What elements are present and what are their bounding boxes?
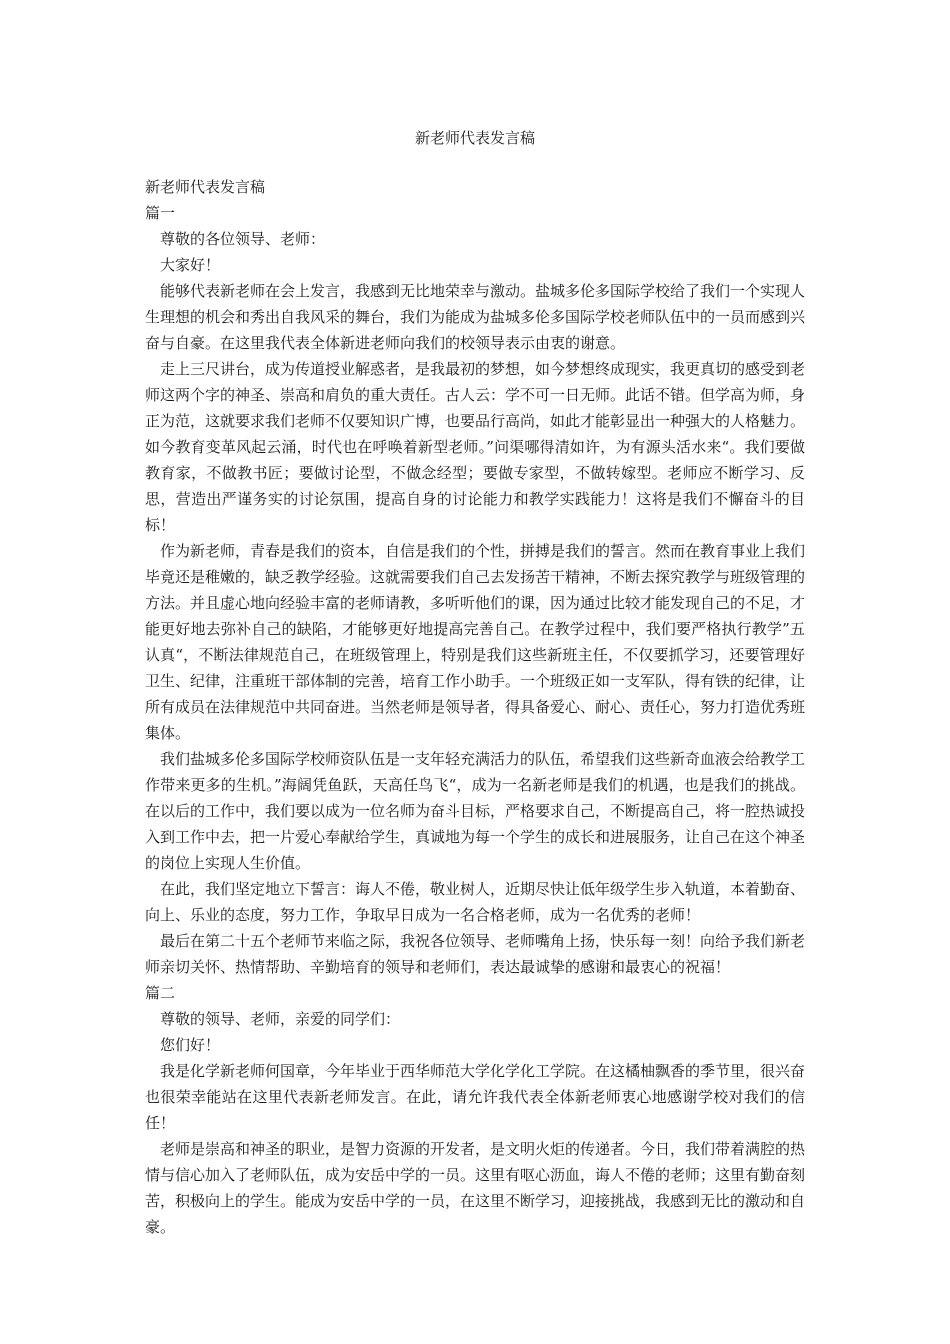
section-heading-2: 篇二 (145, 984, 176, 1002)
paragraph: 老师是崇高和神圣的职业，是智力资源的开发者，是文明火炬的传递者。今日，我们带着满腔的热情与信心加入了老师队伍，成为安岳中学的一员。这里有呕心沥血，诲人不倦的老师；这里有勤奋刻苦，积极向上的学生。能成为安岳中学的一员，在这里不断学习，迎接挑战，我感到无比的激动和自豪。 (145, 1140, 806, 1236)
greeting-1: 大家好！ (160, 256, 221, 274)
paragraph: 在此，我们坚定地立下誓言：诲人不倦，敬业树人，近期尽快让低年级学生步入轨道，本着勤奋、向上、乐业的态度，努力工作，争取早日成为一名合格老师，成为一名优秀的老师！ (145, 880, 806, 924)
paragraph: 走上三尺讲台，成为传道授业解惑者，是我最初的梦想，如今梦想终成现实，我更真切的感受到老师这两个字的神圣、崇高和肩负的重大责任。古人云：学不可一日无师。此话不错。但学高为师，身正为范，这就要求我们老师不仅要知识广博，也要品行高尚，如此才能彰显出一种强大的人格魅力。如今教育变革风起云涌，时代也在呼唤着新型老师。”问渠哪得清如许，为有源头活水来“。我们要做教育家，不做教书匠；要做讨论型，不做念经型；要做专家型，不做转嫁型。老师应不断学习、反思，营造出严谨务实的讨论氛围，提高自身的讨论能力和教学实践能力！这将是我们不懈奋斗的目标！ (145, 360, 806, 534)
document-title: 新老师代表发言稿 (414, 129, 535, 147)
section-heading-1: 篇一 (145, 204, 176, 222)
document-body (145, 174, 805, 1240)
paragraph: 作为新老师，青春是我们的资本，自信是我们的个性，拼搏是我们的誓言。然而在教育事业上我们毕竟还是稚嫩的，缺乏教学经验。这就需要我们自己去发扬苦干精神，不断去探究教学与班级管理的方法。并且虚心地向经验丰富的老师请教，多听听他们的课，因为通过比较才能发现自己的不足，才能更好地去弥补自己的缺陷，才能够更好地提高完善自己。在教学过程中，我们要严格执行教学”五认真“，不断法律规范自己，在班级管理上，特别是我们这些新班主任，不仅要抓学习，还要管理好卫生、纪律，注重班干部体制的完善，培育工作小助手。一个班级正如一支军队，得有铁的纪律，让所有成员在法律规范中共同奋进。当然老师是领导者，得具备爱心、耐心、责任心，努力打造优秀班集体。 (145, 542, 806, 742)
paragraph: 我们盐城多伦多国际学校师资队伍是一支年轻充满活力的队伍，希望我们这些新奇血液会给教学工作带来更多的生机。”海阔凭鱼跃，天高任鸟飞“，成为一名新老师是我们的机遇，也是我们的挑战。在以后的工作中，我们要以成为一位名师为奋斗目标，严格要求自己，不断提高自己，将一腔热诚投入到工作中去，把一片爱心奉献给学生，真诚地为每一个学生的成长和进展服务，让自己在这个神圣的岗位上实现人生价值。 (145, 750, 806, 872)
paragraph: 能够代表新老师在会上发言，我感到无比地荣幸与激动。盐城多伦多国际学校给了我们一个实现人生理想的机会和秀出自我风采的舞台，我们为能成为盐城多伦多国际学校老师队伍中的一员而感到兴奋与自豪。在这里我代表全体新进老师向我们的校领导表示由衷的谢意。 (145, 282, 806, 352)
paragraph: 我是化学新老师何国章，今年毕业于西华师范大学化学化工学院。在这橘柚飘香的季节里，很兴奋也很荣幸能站在这里代表新老师发言。在此，请允许我代表全体新老师衷心地感谢学校对我们的信任！ (145, 1062, 806, 1132)
salutation-2: 尊敬的领导、老师，亲爱的同学们： (160, 1010, 401, 1028)
paragraph: 最后在第二十五个老师节来临之际，我祝各位领导、老师嘴角上扬，快乐每一刻！向给予我们新老师亲切关怀、热情帮助、辛勤培育的领导和老师们，表达最诚挚的感谢和最衷心的祝福！ (145, 932, 806, 976)
document-subtitle: 新老师代表发言稿 (145, 178, 266, 196)
greeting-2: 您们好！ (160, 1036, 221, 1054)
salutation-1: 尊敬的各位领导、老师： (160, 230, 326, 248)
